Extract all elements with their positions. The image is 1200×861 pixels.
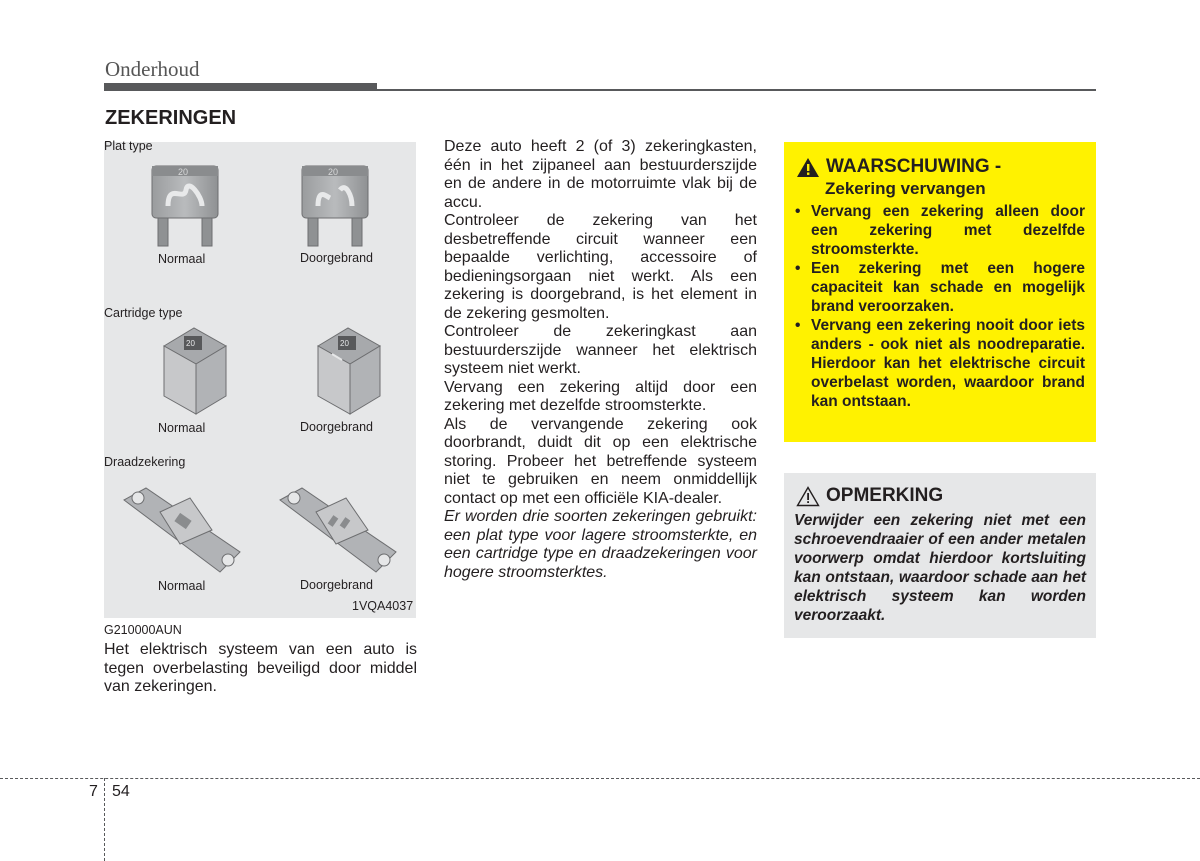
plat-fuse-normal-image [146,162,226,248]
cartridge-type-label: Cartridge type [104,306,183,320]
paragraph-fuse-boxes: Deze auto heeft 2 (of 3) zekeringkasten, één in het zijpaneel aan bestuurderszijde en de andere in de motorruimte vlak bij de accu. [444,138,757,211]
fuse-rating-label: 20 [186,339,195,348]
warning-list [793,202,1085,411]
main-text-column [444,138,757,582]
draad-label: Draadzekering [104,455,186,469]
note-title: OPMERKING [826,485,944,506]
header-rule-thick [104,83,377,91]
paragraph-burns-again: Als de vervangende zekering ook doorbrandt, duidt dit op een elektrische storing. Probeer het betreffende systeem niet te gebruiken en neem onmiddellijk contact op met een officiële KIA-dealer. [444,415,757,507]
footer-divider [104,778,105,861]
warning-item: • Een zekering met een hogere capaciteit kan schade en mogelijk brand veroorzaken. [795,260,1085,315]
cartridge-fuse-normal-image [154,324,234,416]
fuse-rating-label: 20 [178,167,189,177]
plat-type-label: Plat type [104,139,153,153]
plat-normal-label: Normaal [158,252,206,266]
header-rule-thin [377,89,1096,91]
warning-title: WAARSCHUWING - [826,156,1002,177]
intro-paragraph: Het elektrisch systeem van een auto is tegen overbelasting beveiligd door middel van zekeringen. [104,641,417,695]
plat-blown-label: Doorgebrand [300,251,373,265]
cartridge-blown-label: Doorgebrand [300,420,373,434]
paragraph-fuse-types: Er worden drie soorten zekeringen gebruikt: een plat type voor lagere stroomsterkte, en een cartridge type en draadzekeringen voor hogere stroomsterktes. [444,508,757,581]
paragraph-check-box: Controleer de zekeringkast aan bestuurderszijde wanneer het elektrisch systeem niet werkt. [444,323,757,377]
warning-item: • Vervang een zekering alleen door een zekering met dezelfde stroomsterkte. [795,203,1085,258]
wire-fuse-normal-image [116,482,246,582]
caution-triangle-icon [796,486,820,507]
paragraph-replace: Vervang een zekering altijd door een zekering met dezelfde stroomsterkte. [444,378,757,414]
wire-blown-label: Doorgebrand [300,578,373,592]
figure-code: 1VQA4037 [352,599,414,613]
reference-code: G210000AUN [104,623,182,637]
paragraph-check-fuse: Controleer de zekering van het desbetreffende circuit wanneer een bepaalde verlichting, accessoire of bedieningsorgaan niet werkt. Als een zekering is doorgebrand, is het element in de zekering gesmolten. [444,212,757,322]
plat-fuse-blown-image [296,162,376,248]
chapter-number: 7 [89,783,98,800]
section-title: Onderhoud [105,57,200,81]
wire-fuse-blown-image [272,482,402,582]
wire-normal-label: Normaal [158,579,206,593]
note-box [784,473,1096,638]
page-number: 54 [112,783,130,800]
cartridge-fuse-blown-image [308,324,388,416]
warning-subtitle: Zekering vervangen [825,179,986,198]
fuse-figure [104,139,416,618]
note-body: Verwijder een zekering niet met een schroevendraaier of een ander metalen voorwerp omdat hierdoor kortsluiting kan ontstaan, waardoor schade aan het elektrisch systeem kan worden veroorzaakt. [794,512,1086,624]
cartridge-normal-label: Normaal [158,421,206,435]
warning-triangle-icon [796,157,820,178]
page-heading: ZEKERINGEN [105,107,237,129]
fuse-rating-label: 20 [340,339,349,348]
warning-box [784,142,1096,442]
footer-rule [0,778,1200,779]
warning-item: • Vervang een zekering nooit door iets anders - ook niet als noodreparatie. Hierdoor kan het elektrische circuit overbelast worden, waardoor brand kan ontstaan. [795,317,1085,410]
fuse-rating-label: 20 [328,167,339,177]
